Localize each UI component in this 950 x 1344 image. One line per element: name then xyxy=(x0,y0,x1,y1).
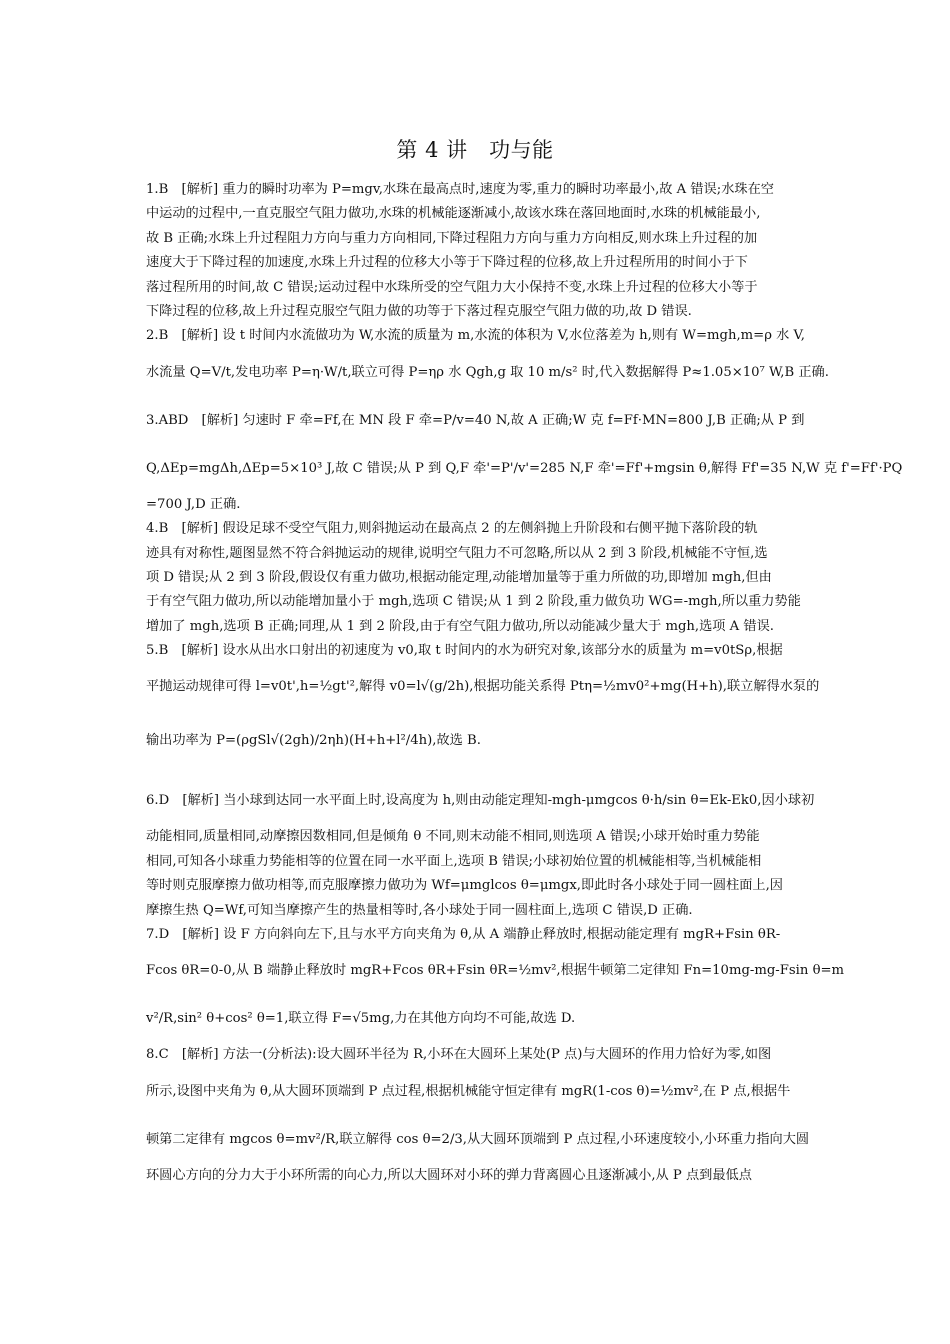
text-line: 8.C [解析] 方法一(分析法):设大圆环半径为 R,小环在大圆环上某处(P 点)与大圆环的作用力恰好为零,如图 xyxy=(146,1047,772,1063)
text-line: 等时则克服摩擦力做功相等,而克服摩擦力做功为 Wf=μmglcos θ=μmgx,即此时各小球处于同一圆柱面上,因 xyxy=(146,878,783,894)
formula-line: Q,ΔEp=mgΔh,ΔEp=5×10³ J,故 C 错误;从 P 到 Q,F 牵'=P'/v'=285 N,F 牵'=Ff'+mgsin θ,解得 Ff'=35 N,W 克 f'=Ff'·PQ xyxy=(146,460,903,476)
text-line: 迹具有对称性,题图显然不符合斜抛运动的规律,说明空气阻力不可忽略,所以从 2 到 3 阶段,机械能不守恒,选 xyxy=(146,545,768,561)
formula-line: 所示,设图中夹角为 θ,从大圆环顶端到 P 点过程,根据机械能守恒定律有 mgR(1-cos θ)=½mv²,在 P 点,根据牛 xyxy=(146,1083,791,1099)
formula-line: 顿第二定律有 mgcos θ=mv²/R,联立解得 cos θ=2/3,从大圆环顶端到 P 点过程,小环速度较小,小环重力指向大圆 xyxy=(146,1131,810,1147)
formula-line: 平抛运动规律可得 l=v0t',h=½gt'²,解得 v0=l√(g/2h),根据功能关系得 Ptη=½mv0²+mg(H+h),联立解得水泵的 xyxy=(146,679,820,695)
text-line: 环圆心方向的分力大于小环所需的向心力,所以大圆环对小环的弹力背离圆心且逐渐减小,从 P 点到最低点 xyxy=(146,1167,752,1183)
answer-1 xyxy=(146,178,812,324)
answer-7 xyxy=(146,923,845,1043)
text-line: 项 D 错误;从 2 到 3 阶段,假设仅有重力做功,根据动能定理,动能增加量等于重力所做的功,即增加 mgh,但由 xyxy=(146,569,772,585)
text-line: 相同,可知各小球重力势能相等的位置在同一水平面上,选项 B 错误;小球初始位置的机械能相等,当机械能相 xyxy=(146,853,762,869)
text-line: 摩擦生热 Q=Wf,可知当摩擦产生的热量相等时,各小球处于同一圆柱面上,选项 C 错误,D 正确. xyxy=(146,902,693,918)
answer-list xyxy=(146,178,903,1188)
text-line: 中运动的过程中,一直克服空气阻力做功,水珠的机械能逐渐减小,故该水珠在落回地面时,水珠的机械能最小, xyxy=(146,206,761,222)
text-line: 动能相同,质量相同,动摩擦因数相同,但是倾角 θ 不同,则末动能不相同,则选项 A 错误;小球开始时重力势能 xyxy=(146,829,760,845)
text-line: 于有空气阻力做功,所以动能增加量小于 mgh,选项 C 错误;从 1 到 2 阶段,重力做负功 WG=-mgh,所以重力势能 xyxy=(146,594,801,610)
formula-line: 输出功率为 P=(ρgSl√(2gh)/2ηh)(H+h+l²/4h),故选 B. xyxy=(146,733,481,749)
text-line: =700 J,D 正确. xyxy=(146,496,241,512)
text-line: 7.D [解析] 设 F 方向斜向左下,且与水平方向夹角为 θ,从 A 端静止释放时,根据动能定理有 mgR+Fsin θR- xyxy=(146,927,781,943)
answer-3 xyxy=(146,397,903,517)
text-line: 5.B [解析] 设水从出水口射出的初速度为 v0,取 t 时间内的水为研究对象,该部分水的质量为 m=v0tSρ,根据 xyxy=(146,643,783,659)
text-line: 增加了 mgh,选项 B 正确;同理,从 1 到 2 阶段,由于有空气阻力做功,所以动能减少量大于 mgh,选项 A 错误. xyxy=(146,618,774,634)
text-line: 下降过程的位移,故上升过程克服空气阻力做的功等于下落过程克服空气阻力做的功,故 D 错误. xyxy=(146,303,692,319)
answer-2 xyxy=(146,324,829,396)
formula-line: 6.D [解析] 当小球到达同一水平面上时,设高度为 h,则由动能定理知-mgh-μmgcos θ·h/sin θ=Ek-Ek0,因小球初 xyxy=(146,793,815,809)
formula-line: Fcos θR=0-0,从 B 端静止释放时 mgR+Fcos θR+Fsin θR=½mv²,根据牛顿第二定律知 Fn=10mg-mg-Fsin θ=m xyxy=(146,963,845,979)
formula-line: 3.ABD [解析] 匀速时 F 牵=Ff,在 MN 段 F 牵=P/v=40 N,故 A 正确;W 克 f=Ff·MN=800 J,B 正确;从 P 到 xyxy=(146,412,805,428)
answer-6 xyxy=(146,777,815,923)
answer-8 xyxy=(146,1043,812,1188)
text-line: 2.B [解析] 设 t 时间内水流做功为 W,水流的质量为 m,水流的体积为 V,水位落差为 h,则有 W=mgh,m=ρ 水 V, xyxy=(146,328,805,344)
text-line: 4.B [解析] 假设足球不受空气阻力,则斜抛运动在最高点 2 的左侧斜抛上升阶段和右侧平抛下落阶段的轨 xyxy=(146,521,758,537)
answer-5 xyxy=(146,639,820,771)
text-line: 落过程所用的时间,故 C 错误;运动过程中水珠所受的空气阻力大小保持不变,水珠上升过程的位移大小等于 xyxy=(146,279,758,295)
formula-line: v²/R,sin² θ+cos² θ=1,联立得 F=√5mg,力在其他方向均不可能,故选 D. xyxy=(146,1011,576,1027)
page-title: 第 4 讲 功与能 xyxy=(396,138,554,162)
text-line: 1.B [解析] 重力的瞬时功率为 P=mgv,水珠在最高点时,速度为零,重力的瞬时功率最小,故 A 错误;水珠在空 xyxy=(146,182,774,197)
text-line: 速度大于下降过程的加速度,水珠上升过程的位移大小等于下降过程的位移,故上升过程所用的时间小于下 xyxy=(146,255,748,271)
formula-line: 水流量 Q=V/t,发电功率 P=η·W/t,联立可得 P=ηρ 水 Qgh,g 取 10 m/s² 时,代入数据解得 P≈1.05×10⁷ W,B 正确. xyxy=(146,364,829,380)
answer-4 xyxy=(146,517,812,639)
text-line: 故 B 正确;水珠上升过程阻力方向与重力方向相同,下降过程阻力方向与重力方向相反,则水珠上升过程的加 xyxy=(146,230,758,246)
